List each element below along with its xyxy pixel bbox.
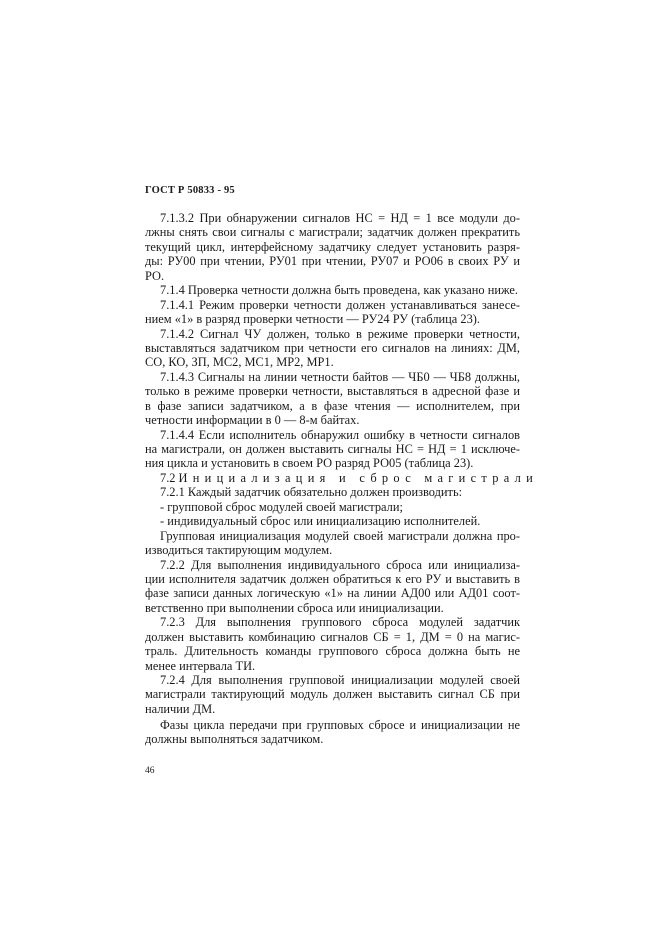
text-line: магистрали тактирующий модуль должен выставить сигнал СБ при [145,687,520,702]
text-line: 7.1.4.3 Сигналы на линии четности байтов — ЧБ0 — ЧБ8 должны, [160,369,520,384]
paragraph [145,500,520,514]
text-line: ды: РУ00 при чтении, РУ01 при чтении, РУ07 и РО06 в своих РУ и [145,254,520,269]
text-line: 7.1.4 Проверка четности должна быть проведена, как указано ниже. [160,283,518,298]
text-line: менее интервала ТИ. [145,658,256,673]
text-line: СО, КО, ЗП, МС2, МС1, МР2, МР1. [145,355,334,370]
paragraph [145,514,520,528]
text-line: только в режиме проверки четности, выставляться в адресной фазе и [145,384,520,399]
text-line: ния цикла и установить в своем РО разряд РО05 (таблица 23). [145,456,474,471]
text-line: - индивидуальный сброс или инициализацию исполнителей. [160,514,481,529]
text-line: 7.2.3 Для выполнения группового сброса модулей задатчик [160,615,520,630]
section-title: Инициализация и сброс магистрали [178,470,539,485]
paragraph [145,529,520,558]
text-line: ветственно при выполнении сброса или инициализации. [145,600,444,615]
text-line: изводиться тактирующим модулем. [145,543,333,558]
paragraph [145,370,520,428]
section-heading-line [145,470,539,485]
section-heading [145,470,539,485]
paragraph [145,718,520,747]
text-line: 7.2.2 Для выполнения индивидуального сброса или инициализа- [160,557,520,572]
text-line: 7.1.4.4 Если исполнитель обнаружил ошибку в четности сигналов [160,427,520,442]
text-line: на магистрали, он должен выставить сигналы НС = НД = 1 исключе- [145,442,520,456]
paragraph [145,615,520,673]
text-line: 7.2.4 Для выполнения групповой инициализации модулей своей [160,673,520,687]
text-line: четности информации в 0 — 8-м байтах. [145,413,360,428]
text-line: траль. Длительность команды группового сброса должна быть не [145,644,520,659]
text-line: 7.1.3.2 При обнаружении сигналов НС = НД = 1 все модули до- [160,211,520,225]
text-line: фазе записи данных логическую «1» на линии АД00 или АД01 соот- [145,586,520,601]
text-line: Фазы цикла передачи при групповых сбросе и инициализации не [160,717,520,732]
text-line: наличии ДМ. [145,701,216,716]
text-line: в фазе записи задатчиком, а в фазе чтения — исполнителем, при [145,398,520,413]
text-line: 7.1.4.1 Режим проверки четности должен устанавливаться занесе- [160,297,520,312]
text-line: 7.1.4.2 Сигнал ЧУ должен, только в режиме проверки четности, [160,326,520,341]
paragraph [145,428,520,471]
text-line: должны выполняться задатчиком. [145,732,324,747]
text-line: нием «1» в разряд проверки четности — РУ24 РУ (таблица 23). [145,312,481,327]
paragraph [145,298,520,327]
paragraph [145,558,520,616]
text-line: лжны снять свои сигналы с магистрали; задатчик должен прекратить [145,225,520,240]
paragraph [145,211,520,283]
text-line: ции исполнителя задатчик должен обратиться к его РУ и выставить в [145,571,520,586]
section-number: 7.2 [160,470,176,485]
text-line: РО. [145,268,165,283]
text-line: выставляться задатчиком при четности его сигналов на линиях: ДМ, [145,340,520,355]
page-number: 46 [145,766,155,776]
text-line: Групповая инициализация модулей своей магистрали должна про- [160,528,520,543]
document-header: ГОСТ Р 50833 - 95 [145,185,235,196]
text-line: 7.2.1 Каждый задатчик обязательно должен производить: [160,485,463,500]
text-line: текущий цикл, интерфейсному задатчику следует установить разря- [145,239,520,254]
document-body [145,211,539,747]
paragraph [145,327,520,370]
paragraph [145,673,520,716]
text-line: - групповой сброс модулей своей магистрали; [160,499,403,514]
paragraph [145,485,520,499]
text-line: должен выставить комбинацию сигналов СБ = 1, ДМ = 0 на магис- [145,629,520,644]
paragraph [145,283,520,297]
